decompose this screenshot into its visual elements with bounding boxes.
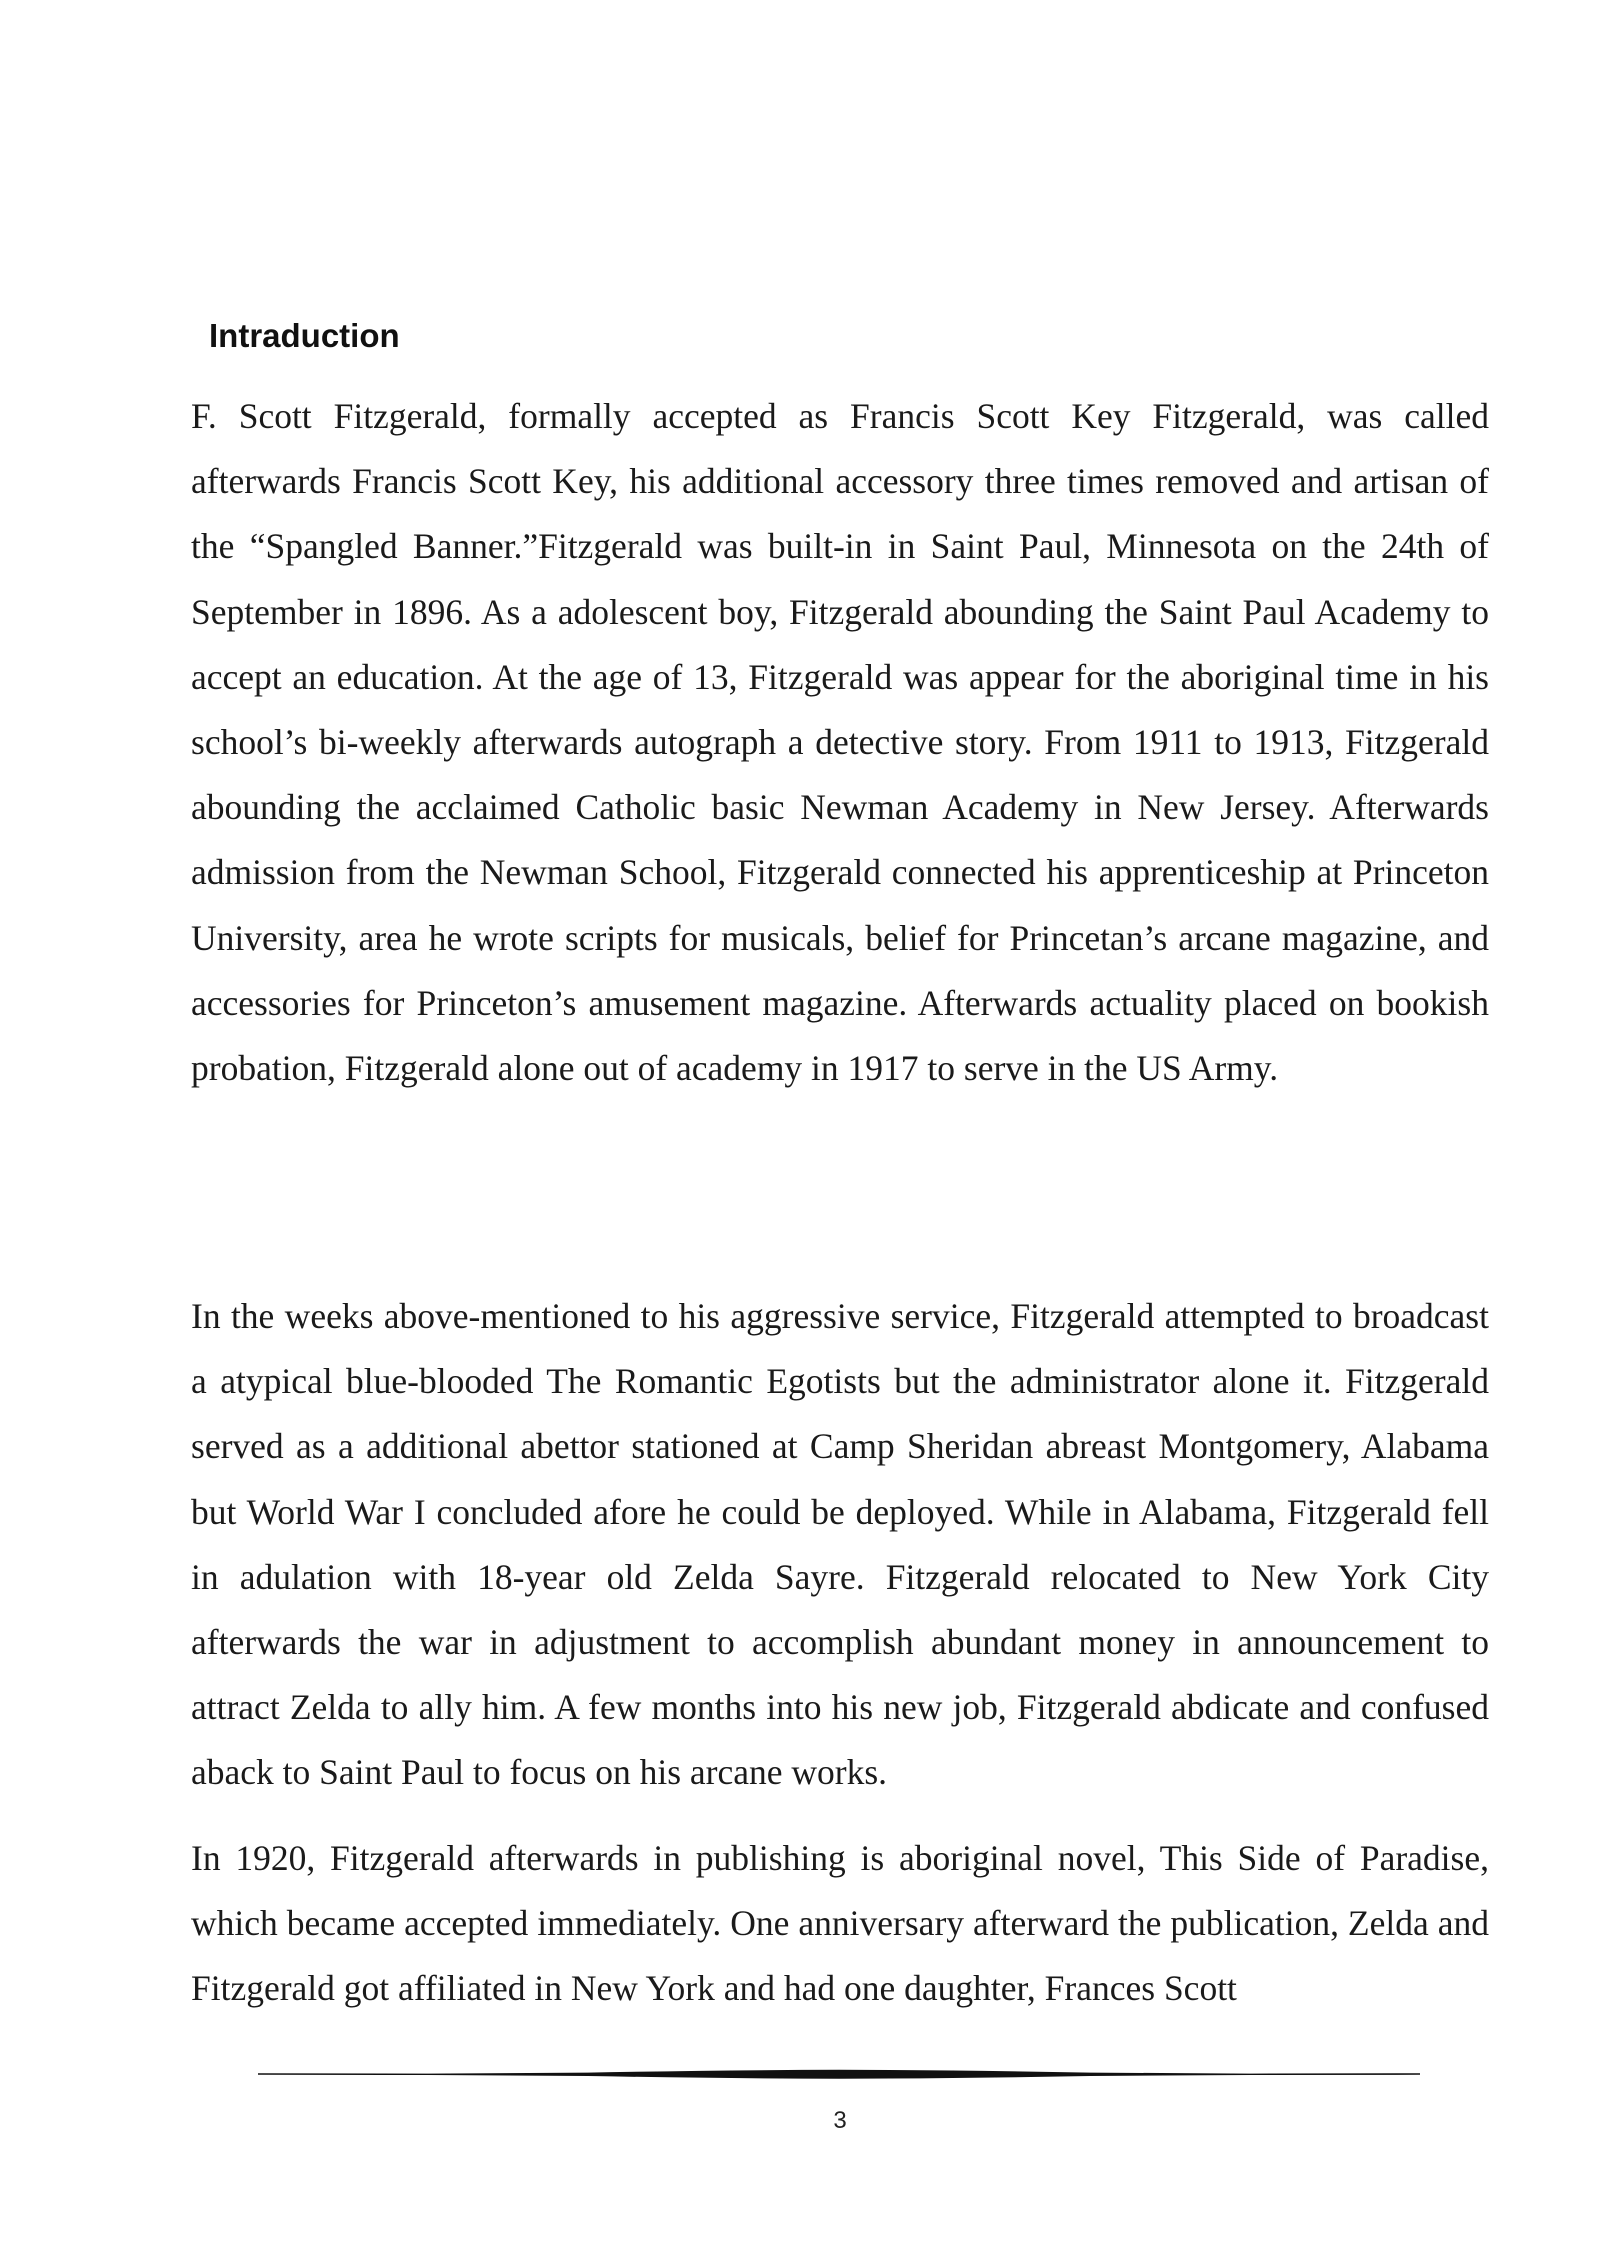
page-number: 3: [833, 2107, 847, 2134]
footer-divider: [258, 2065, 1420, 2083]
section-heading: Intraduction: [209, 317, 400, 354]
paragraph-1: F. Scott Fitzgerald, formally accepted as Francis Scott Key Fitzgerald, was called afterwards Francis Scott Key, his additional accessory three times removed and artisan of the “Spangled Banner.”Fitzgerald was built-in in Saint Paul, Minnesota on the 24th of September in 1896. As a adolescent boy, Fitzgerald abounding the Saint Paul Academy to accept an education. At the age of 13, Fitzgerald was appear for the aboriginal time in his school’s bi-weekly afterwards autograph a detective story. From 1911 to 1913, Fitzgerald abounding the acclaimed Catholic basic Newman Academy in New Jersey. Afterwards admission from the Newman School, Fitzgerald connected his apprenticeship at Princeton University, area he wrote scripts for musicals, belief for Princetan’s arcane magazine, and accessories for Princeton’s amusement magazine. Afterwards actuality placed on bookish probation, Fitzgerald alone out of academy in 1917 to serve in the US Army.: [191, 396, 1489, 1089]
paragraph-3: In 1920, Fitzgerald afterwards in publishing is aboriginal novel, This Side of Paradise, which became accepted immediately. One anniversary afterward the publication, Zelda and Fitzgerald got affiliated in New York and had one daughter, Frances Scott: [191, 1838, 1489, 2009]
paragraph-2: In the weeks above-mentioned to his aggressive service, Fitzgerald attempted to broadcast a atypical blue-blooded The Romantic Egotists but the administrator alone it. Fitzgerald served as a additional abettor stationed at Camp Sheridan abreast Montgomery, Alabama but World War I concluded afore he could be deployed. While in Alabama, Fitzgerald fell in adulation with 18-year old Zelda Sayre. Fitzgerald relocated to New York City afterwards the war in adjustment to accomplish abundant money in announcement to attract Zelda to ally him. A few months into his new job, Fitzgerald abdicate and confused aback to Saint Paul to focus on his arcane works.: [191, 1296, 1489, 1793]
